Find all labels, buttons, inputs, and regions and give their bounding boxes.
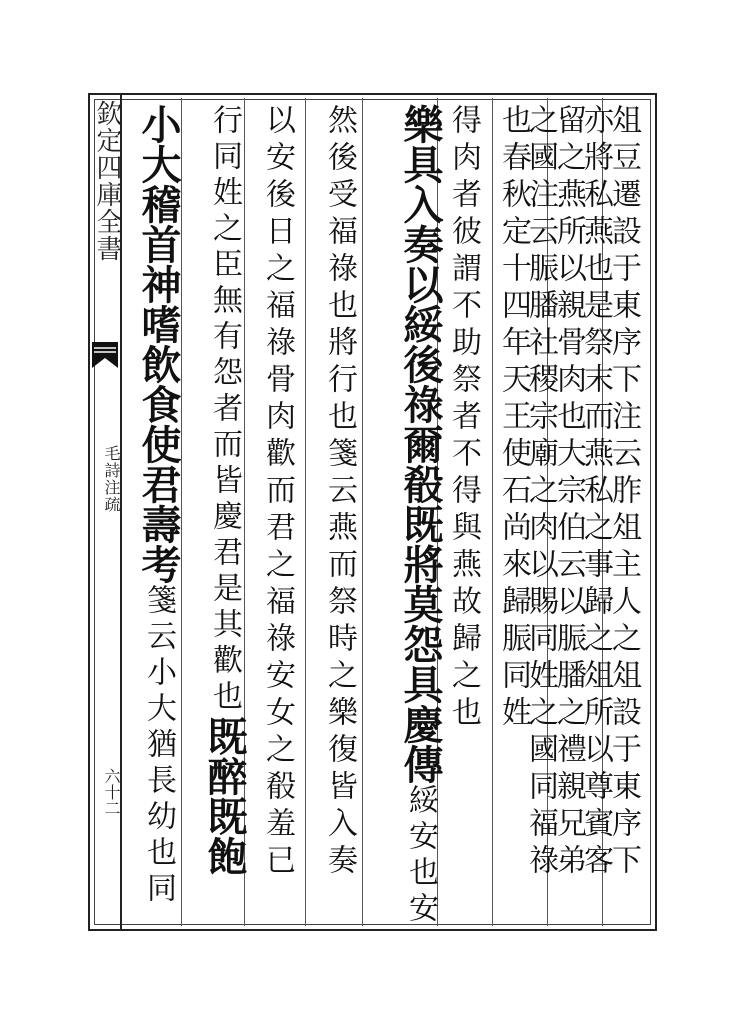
text-column-8: 然後受福祿也將行也箋云燕而祭時之樂復皆入奏 (322, 104, 357, 881)
main-text: 樂具入奏以綏後祿爾殽既將莫怨具慶傳 (397, 104, 444, 784)
commentary-text: 行同姓之臣無有怨者而皆慶君是其歡也 (207, 104, 242, 716)
text-column-3: 留之燕所以親骨肉也大宗伯云以脤膰之禮親兄弟 (551, 104, 586, 881)
commentary-text: 箋云小大猶長幼也同 (141, 584, 176, 908)
text-column-5: 也春秋定十四年天王使石尚來歸脤同姓 (496, 104, 531, 733)
text-column-1: 俎豆遷設于東序下注云胙俎主人之俎設于東序下 (606, 104, 641, 881)
column-rule (492, 98, 493, 926)
book-title: 毛詩注疏 (102, 445, 121, 513)
text-column-9: 以安後日之福祿骨肉歡而君之福祿安女之殽羞已 (260, 104, 295, 881)
main-text: 既醉既飽 (201, 716, 248, 876)
text-column-11 (130, 104, 187, 908)
page-number: 六十二 (102, 768, 121, 816)
text-column-7 (392, 104, 449, 928)
text-column-10 (196, 104, 253, 876)
text-column-4: 之國注云脤膰社稷宗廟之肉以賜同姓之國同福祿 (523, 104, 558, 881)
fish-tail-ornament (90, 338, 120, 378)
commentary-text: 綏安也安 (403, 784, 438, 928)
column-rule (362, 98, 363, 926)
collection-title: 欽定四庫全書 (92, 100, 122, 262)
text-column-2: 亦將私燕也是祭末而燕私之事歸之俎所以尊賓客 (578, 104, 613, 881)
main-text: 小大稽首神嗜飲食使君壽考 (135, 104, 182, 584)
text-column-6: 得肉者彼謂不助祭者不得與燕故歸之也 (446, 104, 481, 733)
column-rule (305, 98, 306, 926)
